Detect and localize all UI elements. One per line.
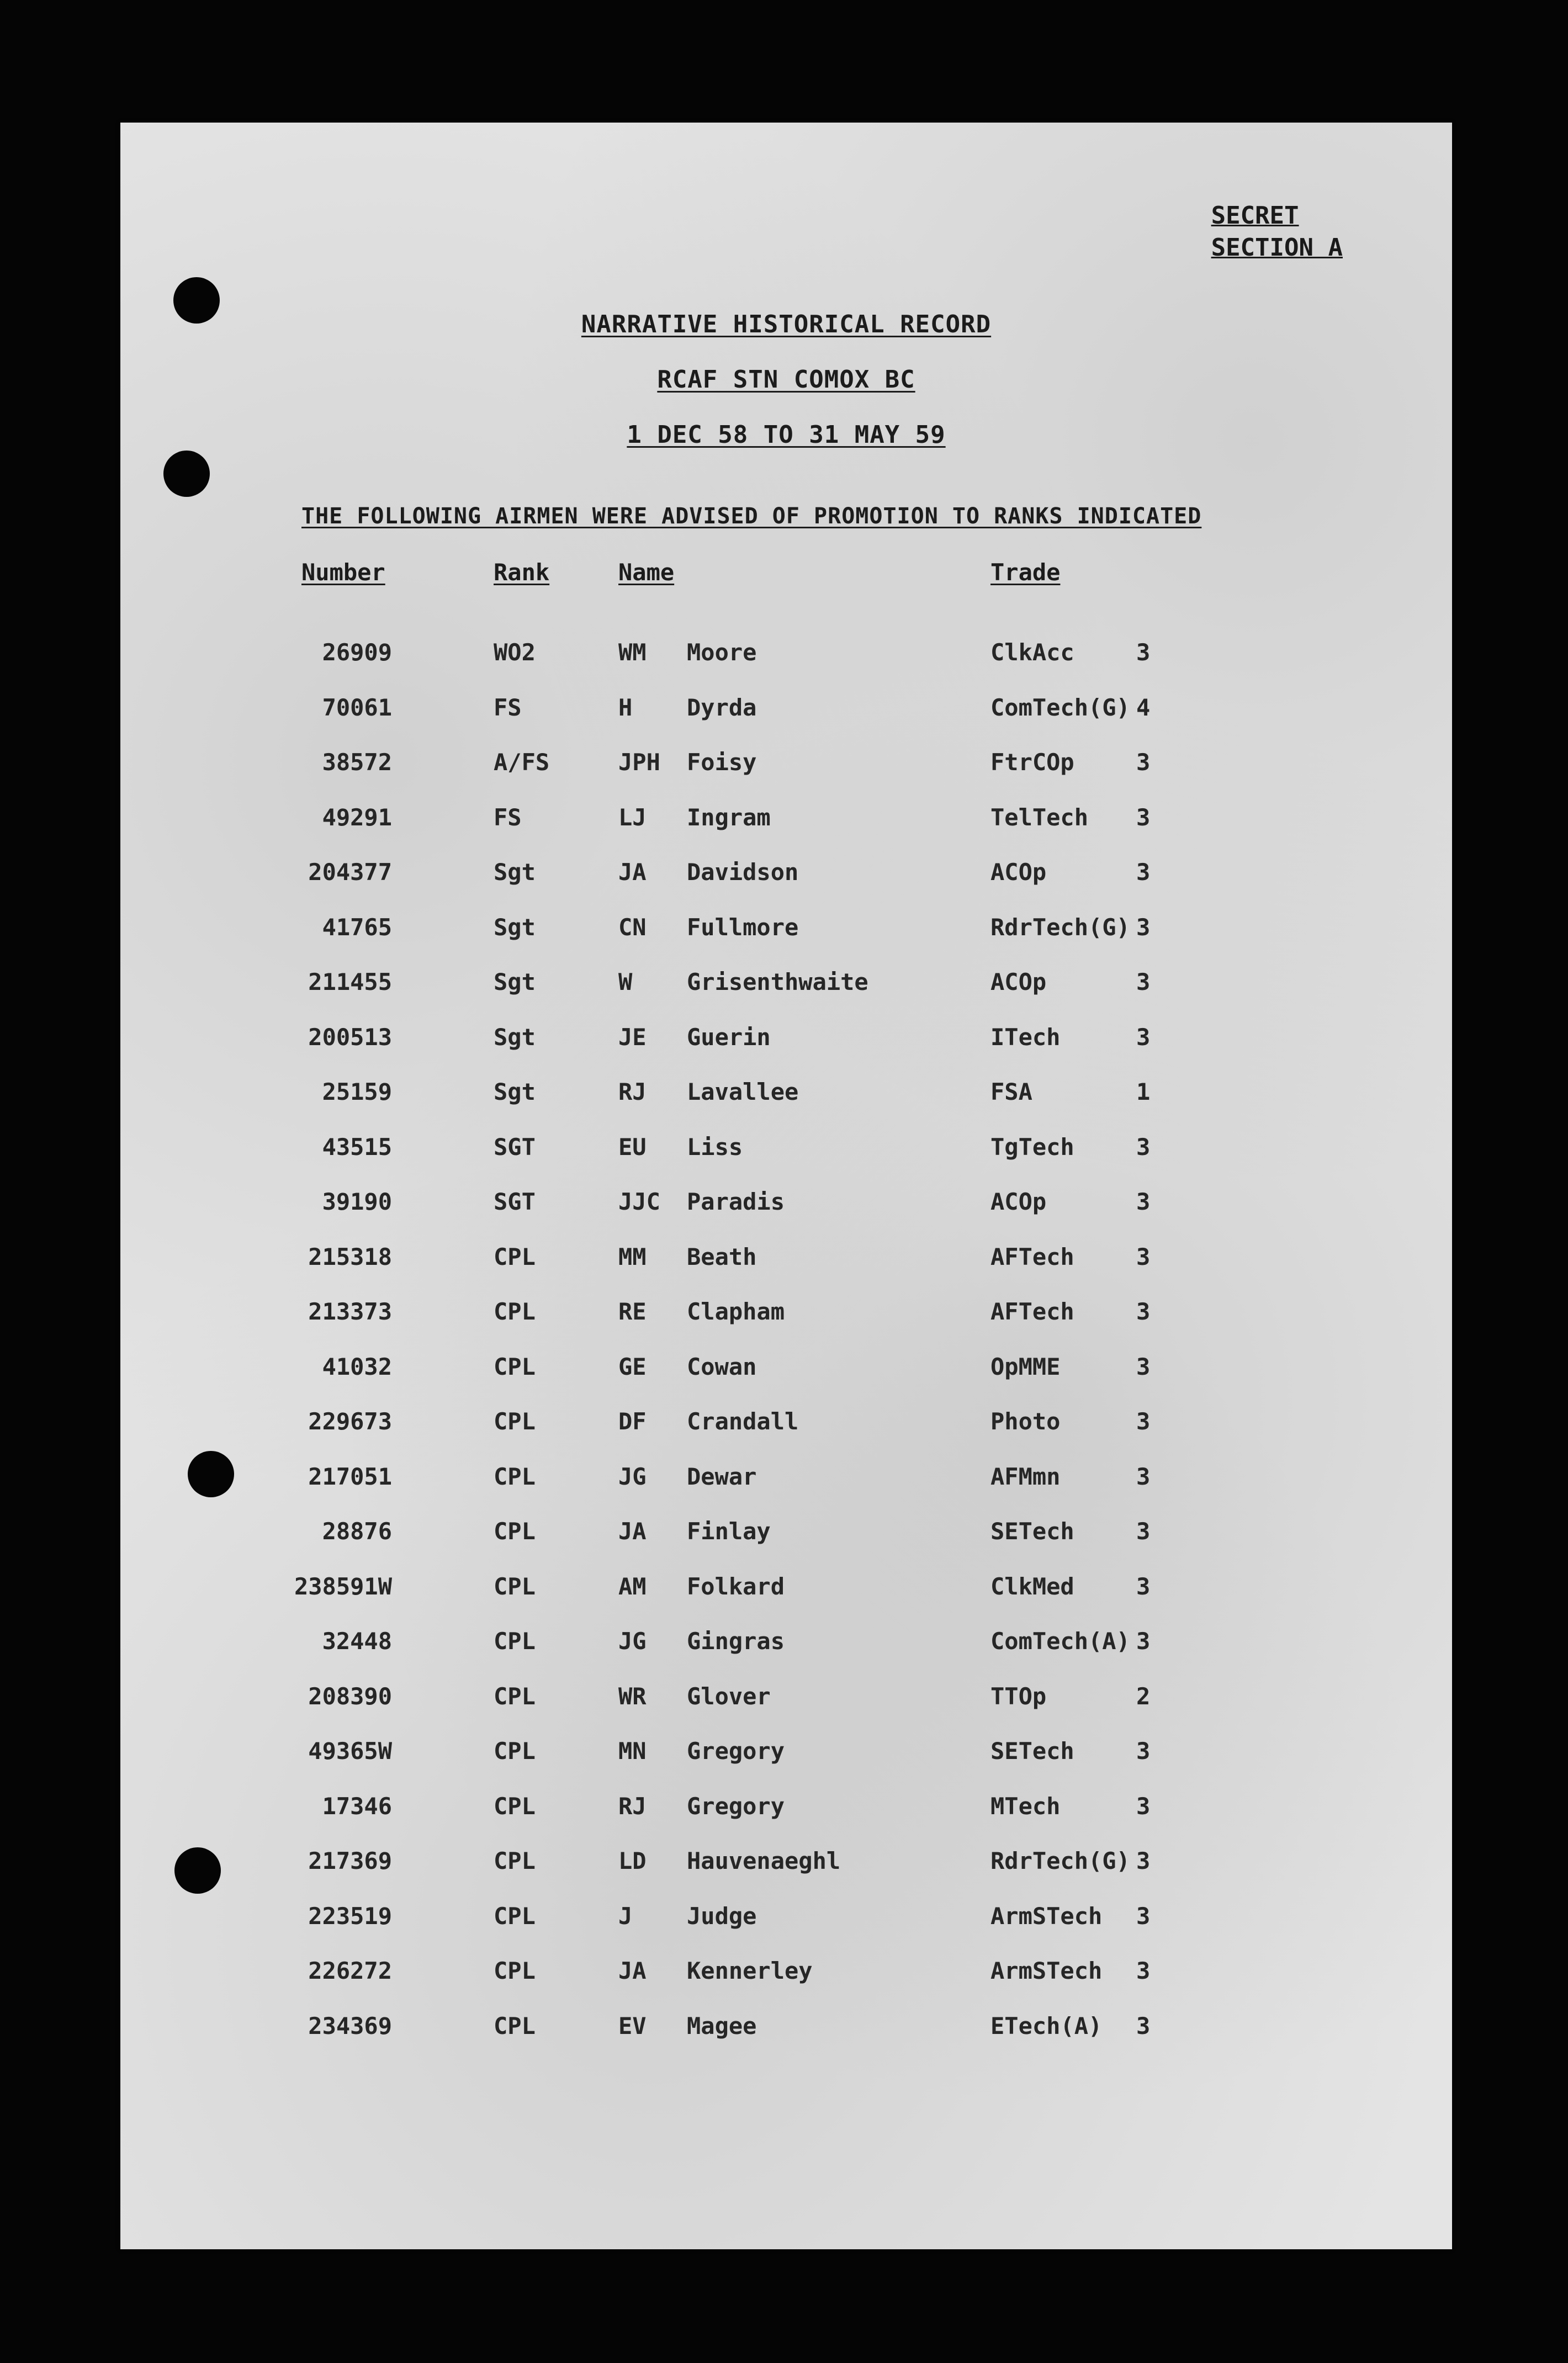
airman-initials: WM [618,639,647,666]
airman-trade: TelTech [990,803,1089,831]
trade-level: 3 [1136,1737,1151,1765]
trade-level: 3 [1136,1463,1151,1490]
airman-initials: JG [618,1628,647,1655]
airman-number: 43515 [322,1133,392,1161]
airman-number: 26909 [322,639,392,666]
airman-initials: RJ [618,1792,647,1820]
airman-rank: CPL [494,1243,536,1270]
airman-rank: CPL [494,1518,536,1545]
table-row [120,1353,1452,1408]
airman-rank: CPL [494,1572,536,1600]
airman-surname: Glover [687,1682,771,1710]
airman-initials: MM [618,1243,647,1270]
column-header-number: Number [301,559,385,586]
airman-surname: Grisenthwaite [687,968,868,995]
trade-level: 3 [1136,913,1151,941]
table-row [120,859,1452,914]
airman-surname: Judge [687,1902,757,1930]
trade-level: 3 [1136,1957,1151,1984]
airman-rank: CPL [494,2012,536,2039]
trade-level: 3 [1136,1518,1151,1545]
airman-trade: MTech [990,1792,1061,1820]
airman-initials: JJC [618,1188,660,1215]
table-row [120,968,1452,1024]
airman-rank: SGT [494,1188,536,1215]
airman-initials: J [618,1902,633,1930]
airman-rank: CPL [494,1792,536,1820]
airman-number: 217051 [308,1463,392,1490]
airman-surname: Davidson [687,859,799,886]
airman-initials: LJ [618,803,647,831]
airman-number: 25159 [322,1078,392,1105]
airman-initials: JG [618,1463,647,1490]
trade-level: 1 [1136,1078,1151,1105]
trade-level: 3 [1136,1792,1151,1820]
table-row [120,804,1452,859]
trade-level: 3 [1136,1353,1151,1380]
airman-number: 208390 [308,1682,392,1710]
airman-surname: Dewar [687,1463,757,1490]
column-header-name: Name [618,559,675,586]
airman-trade: ACOp [990,1188,1047,1215]
airman-rank: CPL [494,1408,536,1435]
airman-surname: Kennerley [687,1957,813,1984]
airman-trade: ITech [990,1023,1061,1051]
airman-number: 215318 [308,1243,392,1270]
airman-number: 229673 [308,1408,392,1435]
airman-initials: JA [618,1518,647,1545]
airman-trade: ArmSTech [990,1957,1103,1984]
column-header-rank: Rank [494,559,550,586]
airman-rank: Sgt [494,1078,536,1105]
table-row [120,1188,1452,1243]
table-row [120,1518,1452,1573]
table-row [120,1024,1452,1079]
airman-trade: FtrCOp [990,749,1074,776]
table-row [120,1573,1452,1628]
airman-trade: ETech(A) [990,2012,1103,2039]
classification-marking [1211,200,1343,264]
trade-level: 3 [1136,749,1151,776]
airman-rank: A/FS [494,749,550,776]
airman-number: 70061 [322,693,392,721]
table-row [120,914,1452,969]
airman-trade: FSA [990,1078,1032,1105]
airman-trade: ComTech(A) [990,1628,1130,1655]
trade-level: 3 [1136,1408,1151,1435]
airman-number: 213373 [308,1298,392,1325]
airman-number: 39190 [322,1188,392,1215]
airman-trade: Photo [990,1408,1061,1435]
airman-initials: AM [618,1572,647,1600]
airman-trade: ACOp [990,859,1047,886]
airman-number: 49365W [308,1737,392,1765]
table-row [120,639,1452,694]
airman-rank: CPL [494,1957,536,1984]
airman-trade: ClkMed [990,1572,1074,1600]
airman-trade: TgTech [990,1133,1074,1161]
airman-surname: Dyrda [687,693,757,721]
airman-initials: JA [618,859,647,886]
trade-level: 3 [1136,1628,1151,1655]
airman-initials: JPH [618,749,660,776]
airman-surname: Cowan [687,1353,757,1380]
table-row [120,1408,1452,1463]
airman-rank: SGT [494,1133,536,1161]
airman-surname: Finlay [687,1518,771,1545]
airman-surname: Moore [687,639,757,666]
airman-rank: Sgt [494,859,536,886]
airman-initials: DF [618,1408,647,1435]
airman-rank: CPL [494,1298,536,1325]
trade-level: 3 [1136,968,1151,995]
table-row [120,1078,1452,1133]
airman-surname: Crandall [687,1408,799,1435]
classification-label: SECRET [1211,202,1299,230]
record-period: 1 DEC 58 TO 31 MAY 59 [627,421,946,449]
document-page [120,123,1452,2249]
punch-hole [174,1847,221,1894]
airman-rank: FS [494,803,522,831]
airman-rank: Sgt [494,913,536,941]
airman-trade: TTOp [990,1682,1047,1710]
airman-surname: Gregory [687,1792,785,1820]
airman-trade: SETech [990,1518,1074,1545]
table-row [120,1683,1452,1738]
airman-number: 32448 [322,1628,392,1655]
airman-initials: RJ [618,1078,647,1105]
airman-initials: EU [618,1133,647,1161]
airman-rank: Sgt [494,968,536,995]
table-row [120,1847,1452,1903]
airman-trade: AFTech [990,1243,1074,1270]
airman-trade: SETech [990,1737,1074,1765]
document-title: NARRATIVE HISTORICAL RECORD [581,310,992,338]
airman-number: 211455 [308,968,392,995]
airman-rank: Sgt [494,1023,536,1051]
airman-surname: Ingram [687,803,771,831]
airman-number: 41032 [322,1353,392,1380]
airman-number: 41765 [322,913,392,941]
airman-trade: ComTech(G) [990,693,1130,721]
airman-trade: AFTech [990,1298,1074,1325]
airman-surname: Gregory [687,1737,785,1765]
airman-surname: Fullmore [687,913,799,941]
airman-trade: RdrTech(G) [990,1847,1130,1874]
airman-rank: CPL [494,1463,536,1490]
airman-number: 28876 [322,1518,392,1545]
airman-initials: RE [618,1298,647,1325]
table-row [120,1298,1452,1353]
airman-number: 38572 [322,749,392,776]
airman-surname: Hauvenaeghl [687,1847,841,1874]
trade-level: 3 [1136,1133,1151,1161]
trade-level: 3 [1136,1847,1151,1874]
airman-rank: CPL [494,1737,536,1765]
airman-surname: Paradis [687,1188,785,1215]
table-row [120,2012,1452,2068]
airman-rank: CPL [494,1628,536,1655]
airman-surname: Foisy [687,749,757,776]
airman-trade: RdrTech(G) [990,913,1130,941]
section-heading: THE FOLLOWING AIRMEN WERE ADVISED OF PROMOTION TO RANKS INDICATED [301,504,1202,529]
airman-rank: CPL [494,1902,536,1930]
trade-level: 3 [1136,1023,1151,1051]
airman-initials: MN [618,1737,647,1765]
airman-surname: Gingras [687,1628,785,1655]
airman-trade: ACOp [990,968,1047,995]
trade-level: 2 [1136,1682,1151,1710]
table-row [120,694,1452,749]
table-row [120,1737,1452,1793]
table-row [120,1957,1452,2012]
airman-surname: Lavallee [687,1078,799,1105]
table-row [120,1133,1452,1189]
trade-level: 3 [1136,803,1151,831]
trade-level: 3 [1136,1298,1151,1325]
punch-hole [188,1451,234,1497]
airman-trade: OpMME [990,1353,1061,1380]
airman-initials: JA [618,1957,647,1984]
table-row [120,1793,1452,1848]
airman-surname: Clapham [687,1298,785,1325]
airman-number: 217369 [308,1847,392,1874]
section-label: SECTION A [1211,234,1343,262]
table-row [120,1628,1452,1683]
station-name: RCAF STN COMOX BC [657,365,915,394]
trade-level: 3 [1136,1572,1151,1600]
punch-hole [173,277,220,324]
airman-number: 17346 [322,1792,392,1820]
airman-rank: FS [494,693,522,721]
airman-surname: Liss [687,1133,743,1161]
airman-number: 223519 [308,1902,392,1930]
promotion-list [120,639,1452,2067]
table-row [120,1903,1452,1958]
airman-number: 204377 [308,859,392,886]
table-row [120,1243,1452,1299]
trade-level: 3 [1136,2012,1151,2039]
airman-rank: WO2 [494,639,536,666]
airman-trade: AFMmn [990,1463,1061,1490]
airman-number: 238591W [294,1572,392,1600]
airman-surname: Guerin [687,1023,771,1051]
airman-initials: H [618,693,633,721]
airman-number: 234369 [308,2012,392,2039]
table-row [120,1463,1452,1518]
airman-initials: WR [618,1682,647,1710]
airman-initials: JE [618,1023,647,1051]
airman-number: 200513 [308,1023,392,1051]
airman-surname: Folkard [687,1572,785,1600]
column-header-trade: Trade [990,559,1061,586]
airman-trade: ArmSTech [990,1902,1103,1930]
airman-initials: EV [618,2012,647,2039]
airman-trade: ClkAcc [990,639,1074,666]
airman-number: 226272 [308,1957,392,1984]
airman-surname: Beath [687,1243,757,1270]
trade-level: 3 [1136,639,1151,666]
airman-rank: CPL [494,1847,536,1874]
airman-initials: GE [618,1353,647,1380]
airman-initials: CN [618,913,647,941]
trade-level: 4 [1136,693,1151,721]
trade-level: 3 [1136,859,1151,886]
airman-initials: LD [618,1847,647,1874]
table-row [120,749,1452,804]
trade-level: 3 [1136,1902,1151,1930]
airman-surname: Magee [687,2012,757,2039]
punch-hole [163,451,210,497]
trade-level: 3 [1136,1188,1151,1215]
airman-number: 49291 [322,803,392,831]
trade-level: 3 [1136,1243,1151,1270]
airman-rank: CPL [494,1682,536,1710]
airman-initials: W [618,968,633,995]
airman-rank: CPL [494,1353,536,1380]
